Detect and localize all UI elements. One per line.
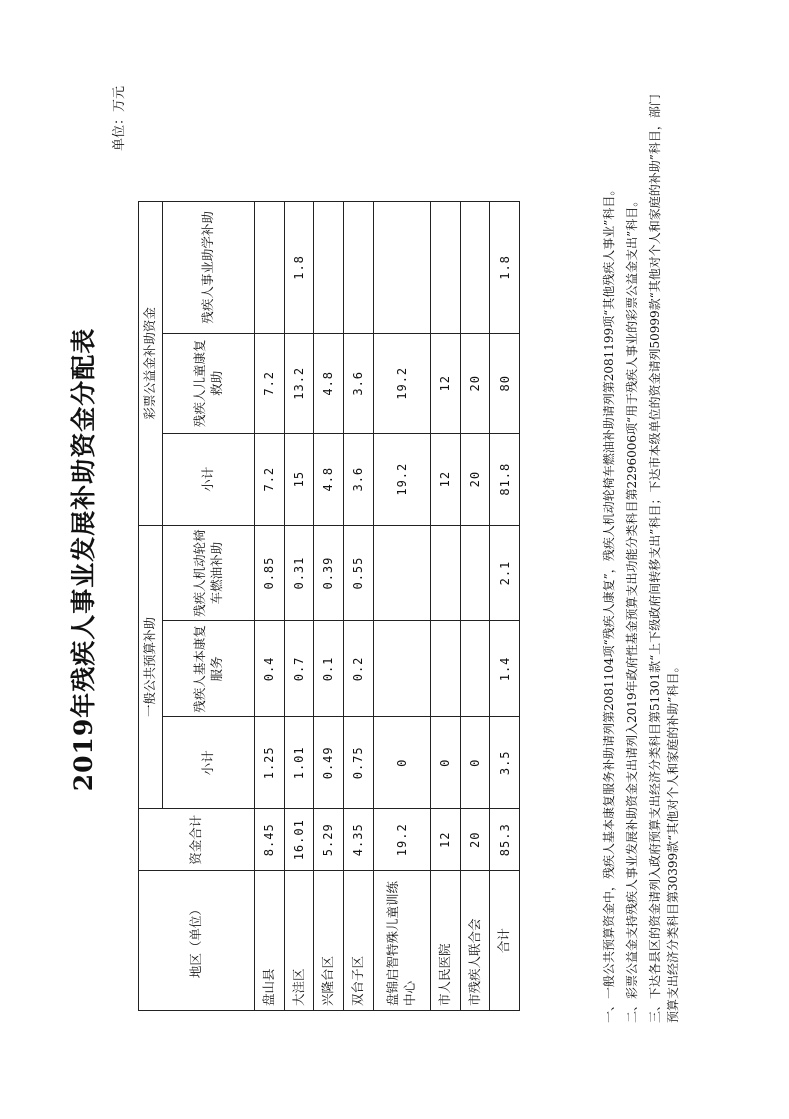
total-cell: 20 xyxy=(460,809,490,871)
note-item: 二、彩票公益金支持残疾人事业发展补助资金支出请列入2019年政府性基金预算支出功能分类科目第2296006项“用于残疾人事业的彩票公益金支出”科目。 xyxy=(625,194,639,1023)
child-rehab-header: 残疾人儿童康复救助 xyxy=(163,333,255,433)
general-subtotal-cell: 0.49 xyxy=(314,717,344,809)
lottery-subtotal-header: 小计 xyxy=(163,433,255,525)
general-subtotal-cell: 1.25 xyxy=(255,717,285,809)
rehab-service-cell: 0.2 xyxy=(343,621,373,717)
motor-subsidy-cell: 0.31 xyxy=(284,525,314,621)
child-rehab-cell: 3.6 xyxy=(343,333,373,433)
note-item: 一、一般公共预算资金中，残疾人基本康复服务补助请列第2081104项“残疾人康复”，残疾人机动轮椅车燃油补助请列第2081199项“其他残疾人事业”科目。 xyxy=(602,183,616,1023)
table-row xyxy=(255,202,285,1011)
lottery-subtotal-cell: 7.2 xyxy=(255,433,285,525)
allocation-table xyxy=(138,201,520,1011)
child-rehab-cell: 19.2 xyxy=(373,333,431,433)
study-aid-cell xyxy=(314,202,344,334)
table-row xyxy=(284,202,314,1011)
table-row xyxy=(314,202,344,1011)
header-row-group xyxy=(139,202,163,1011)
study-aid-cell xyxy=(460,202,490,334)
general-subtotal-cell: 3.5 xyxy=(490,717,520,809)
general-subtotal-cell: 1.01 xyxy=(284,717,314,809)
total-cell: 19.2 xyxy=(373,809,431,871)
region-cell: 兴隆台区 xyxy=(314,871,344,1011)
lottery-subtotal-cell: 3.6 xyxy=(343,433,373,525)
region-header: 地区（单位） xyxy=(139,871,255,1011)
general-subtotal-cell: 0 xyxy=(373,717,431,809)
general-budget-header: 一般公共预算补助 xyxy=(139,525,163,809)
table-row xyxy=(460,202,490,1011)
child-rehab-cell: 4.8 xyxy=(314,333,344,433)
rehab-service-cell: 1.4 xyxy=(490,621,520,717)
lottery-subtotal-cell: 15 xyxy=(284,433,314,525)
lottery-subtotal-cell: 4.8 xyxy=(314,433,344,525)
region-cell: 大洼区 xyxy=(284,871,314,1011)
rehab-service-cell xyxy=(460,621,490,717)
general-subtotal-cell: 0.75 xyxy=(343,717,373,809)
study-aid-header: 残疾人事业助学补助 xyxy=(163,202,255,334)
child-rehab-cell: 13.2 xyxy=(284,333,314,433)
motor-subsidy-cell xyxy=(373,525,431,621)
child-rehab-cell: 7.2 xyxy=(255,333,285,433)
general-subtotal-cell: 0 xyxy=(460,717,490,809)
rehab-service-cell: 0.1 xyxy=(314,621,344,717)
region-cell: 盘山县 xyxy=(255,871,285,1011)
study-aid-cell: 1.8 xyxy=(490,202,520,334)
child-rehab-cell: 20 xyxy=(460,333,490,433)
study-aid-cell xyxy=(431,202,461,334)
lottery-subtotal-cell: 81.8 xyxy=(490,433,520,525)
study-aid-cell xyxy=(255,202,285,334)
total-row xyxy=(490,202,520,1011)
child-rehab-cell: 12 xyxy=(431,333,461,433)
rehab-service-cell xyxy=(373,621,431,717)
motor-subsidy-cell: 0.39 xyxy=(314,525,344,621)
total-header: 资金合计 xyxy=(139,809,255,871)
table-row xyxy=(343,202,373,1011)
notes-section xyxy=(600,88,687,1023)
rehab-service-cell: 0.4 xyxy=(255,621,285,717)
motor-subsidy-header: 残疾人机动轮椅车燃油补助 xyxy=(163,525,255,621)
region-cell: 市人民医院 xyxy=(431,871,461,1011)
total-cell: 8.45 xyxy=(255,809,285,871)
rehab-service-cell: 0.7 xyxy=(284,621,314,717)
total-cell: 4.35 xyxy=(343,809,373,871)
region-cell: 合计 xyxy=(490,871,520,1011)
motor-subsidy-cell: 2.1 xyxy=(490,525,520,621)
motor-subsidy-cell: 0.55 xyxy=(343,525,373,621)
study-aid-cell xyxy=(373,202,431,334)
motor-subsidy-cell xyxy=(460,525,490,621)
lottery-fund-header: 彩票公益金补助资金 xyxy=(139,202,163,526)
general-subtotal-cell: 0 xyxy=(431,717,461,809)
child-rehab-cell: 80 xyxy=(490,333,520,433)
total-cell: 5.29 xyxy=(314,809,344,871)
study-aid-cell: 1.8 xyxy=(284,202,314,334)
total-cell: 16.01 xyxy=(284,809,314,871)
region-cell: 双台子区 xyxy=(343,871,373,1011)
lottery-subtotal-cell: 20 xyxy=(460,433,490,525)
study-aid-cell xyxy=(343,202,373,334)
table-row xyxy=(373,202,431,1011)
lottery-subtotal-cell: 12 xyxy=(431,433,461,525)
note-item: 三、下达各县区的资金请列入政府预算支出经济分类科目第51301款“上下级政府间转移支出”科目；下达市本级单位的资金请列50999款“其他对个人和家庭的补助”科目，部门预算支出经济分类科目第30399款“其他对个人和家庭的补助”科目。 xyxy=(648,94,680,1023)
rehab-service-cell xyxy=(431,621,461,717)
document-title: 2019年残疾人事业发展补助资金分配表 xyxy=(69,327,98,792)
motor-subsidy-cell: 0.85 xyxy=(255,525,285,621)
region-cell: 市残疾人联合会 xyxy=(460,871,490,1011)
lottery-subtotal-cell: 19.2 xyxy=(373,433,431,525)
motor-subsidy-cell xyxy=(431,525,461,621)
general-subtotal-header: 小计 xyxy=(163,717,255,809)
rehab-service-header: 残疾人基本康复服务 xyxy=(163,621,255,717)
region-cell: 盘锦启智特殊儿童训练中心 xyxy=(373,871,431,1011)
table-row xyxy=(431,202,461,1011)
total-cell: 85.3 xyxy=(490,809,520,871)
unit-label: 单位：万元 xyxy=(112,86,127,152)
total-cell: 12 xyxy=(431,809,461,871)
